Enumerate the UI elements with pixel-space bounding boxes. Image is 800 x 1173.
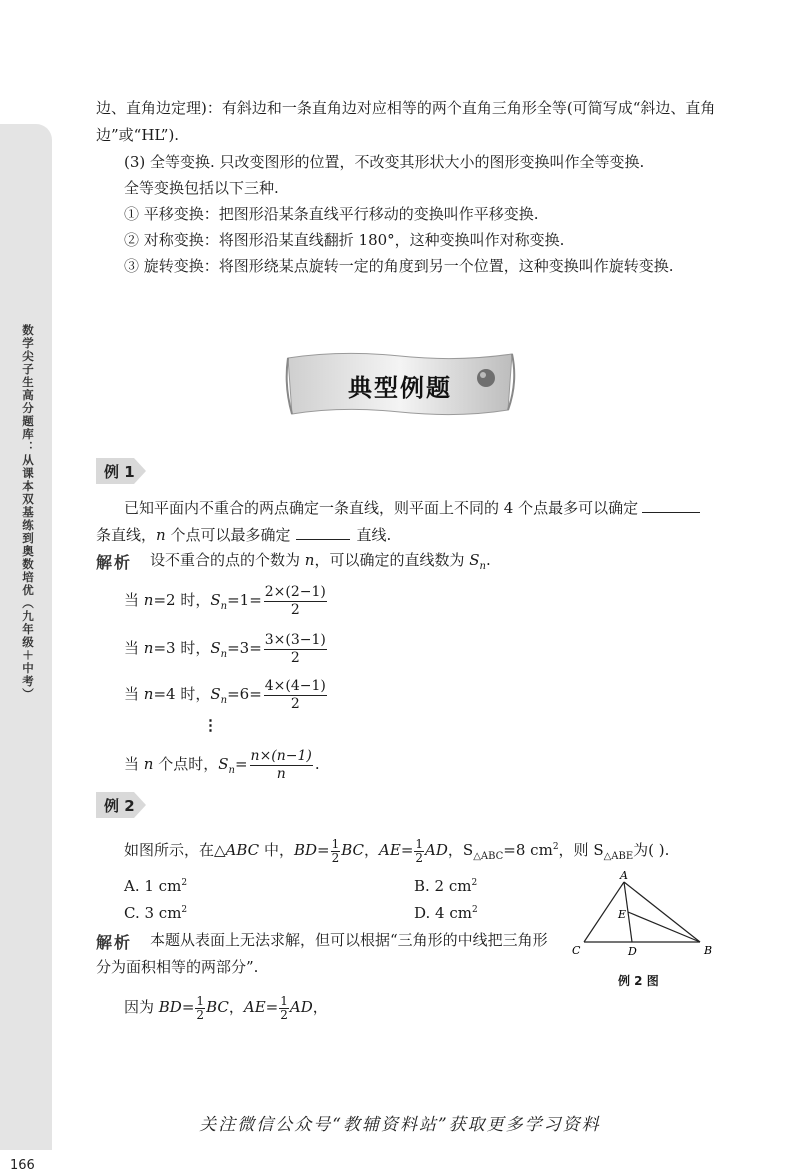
- example-1-solution-label: 解析: [96, 553, 133, 572]
- q-text: 条直线，: [96, 526, 157, 544]
- option-text: A. 1 cm: [124, 877, 182, 895]
- example-1-question-line-1: [124, 496, 700, 518]
- option-c: [124, 900, 187, 923]
- var: BD: [293, 841, 318, 859]
- numerator: 1: [196, 993, 205, 1008]
- var: BC: [206, 998, 229, 1016]
- transform-item-reflection: ② 对称变换：将图形沿某直线翻折 180°，这种变换叫作对称变换.: [124, 231, 565, 249]
- example-2-solution-line-3: [124, 990, 328, 1024]
- var-n: n: [143, 591, 154, 609]
- var: AD: [289, 998, 313, 1016]
- var: BC: [341, 841, 365, 859]
- var-S: S: [210, 591, 221, 609]
- book-title-vertical: 数学尖子生高分题库：从课本双基练到奥数培优（九年级＋中考）: [21, 324, 35, 701]
- case-n-2: [124, 582, 329, 625]
- s-text: =: [181, 998, 195, 1016]
- subscript: △ABE: [603, 851, 634, 862]
- q-text: ，S: [447, 841, 474, 859]
- intro-line-2: 边”或“HL”).: [96, 126, 180, 144]
- q-text: 为( ).: [633, 841, 670, 859]
- denominator: 2: [331, 850, 340, 865]
- var-n: n: [143, 685, 154, 703]
- numerator: 1: [415, 836, 424, 851]
- sub-n: n: [228, 765, 235, 776]
- point-label-c: C: [572, 944, 581, 957]
- superscript: 2: [181, 905, 188, 915]
- c-text: 个点时，: [153, 755, 219, 773]
- c-text: 当: [124, 685, 144, 703]
- footer-note: 关注微信公众号“教辅资料站”获取更多学习资料: [199, 1115, 601, 1135]
- example-1-tag: [96, 458, 146, 484]
- numerator: n×(n−1): [250, 747, 312, 764]
- transform-item-translation: ① 平移变换：把图形沿某条直线平行移动的变换叫作平移变换.: [124, 205, 539, 223]
- denominator: 2: [290, 695, 300, 712]
- var: AD: [425, 841, 448, 859]
- var: AE: [243, 998, 266, 1016]
- s-text: 因为: [124, 998, 159, 1016]
- denominator: n: [276, 765, 286, 782]
- fraction: [250, 748, 313, 783]
- q-text: 个点可以最多确定: [165, 526, 291, 544]
- case-n-4: [124, 676, 329, 719]
- example-2-solution-line-1: 本题从表面上无法求解，但可以根据“三角形的中线把三角形: [150, 931, 548, 949]
- point-label-d: D: [628, 945, 637, 958]
- var: BD: [158, 998, 182, 1016]
- c-text: .: [314, 755, 320, 773]
- c-text: =6=: [227, 685, 262, 703]
- example-1-question-line-2: [96, 523, 391, 545]
- page-number: 166: [10, 1158, 35, 1173]
- superscript: 2: [181, 878, 188, 888]
- var-S: S: [469, 551, 480, 569]
- superscript: 2: [471, 905, 478, 915]
- fraction: [264, 678, 327, 713]
- answer-blank-2: [296, 523, 350, 540]
- sidebar-band: [0, 124, 52, 1173]
- c-text: 当: [124, 639, 144, 657]
- point-label-e: E: [618, 908, 627, 921]
- superscript: 2: [471, 878, 478, 888]
- denominator: 2: [280, 1007, 288, 1022]
- numerator: 1: [280, 993, 288, 1008]
- answer-blank-1: [642, 496, 700, 513]
- triangle-figure: [566, 868, 726, 988]
- vertical-ellipsis: ⋮: [203, 716, 218, 734]
- s-text: ，: [312, 998, 328, 1016]
- fraction: [264, 584, 327, 619]
- var-S: S: [210, 639, 221, 657]
- denominator: 2: [290, 649, 300, 666]
- fraction-half: [331, 838, 341, 865]
- q-text: =8 cm: [503, 841, 553, 859]
- sub-n: n: [220, 695, 228, 706]
- var-n: n: [156, 526, 166, 544]
- example-1-question-text: 已知平面内不重合的两点确定一条直线，则平面上不同的 4 个点最多可以确定: [124, 499, 639, 517]
- section-banner: [282, 350, 518, 418]
- s-text: 设不重合的点的个数为: [150, 551, 305, 569]
- option-text: B. 2 cm: [414, 877, 472, 895]
- example-2-tag: [96, 792, 146, 818]
- superscript: 2: [552, 842, 559, 852]
- numerator: 1: [331, 836, 340, 851]
- option-text: D. 4 cm: [414, 904, 472, 922]
- fraction-half: [195, 995, 205, 1022]
- intro-line-1: 边、直角边定理)：有斜边和一条直角边对应相等的两个直角三角形全等(可简写成“斜边、直角: [96, 99, 716, 117]
- figure-caption: 例 2 图: [618, 974, 659, 988]
- c-text: =3 时，: [153, 639, 211, 657]
- sub-n: n: [479, 561, 486, 572]
- c-text: =4 时，: [153, 685, 211, 703]
- q-text: =: [317, 841, 330, 859]
- s-text: .: [485, 551, 491, 569]
- point-label-b: B: [704, 944, 713, 957]
- numerator: 2×(2−1): [264, 583, 326, 600]
- sub-n: n: [220, 601, 228, 612]
- fraction-half: [279, 995, 289, 1022]
- q-text: 如图所示，在△: [124, 841, 226, 859]
- transform-item-rotation: ③ 旋转变换：将图形绕某点旋转一定的角度到另一个位置，这种变换叫作旋转变换.: [124, 257, 674, 275]
- case-n-3: [124, 630, 329, 673]
- q-text: ，则 S: [558, 841, 604, 859]
- option-b: [414, 873, 477, 896]
- intro-line-4: 全等变换包括以下三种.: [124, 179, 279, 197]
- var-n: n: [143, 639, 154, 657]
- example-2-label: 例 2: [104, 797, 135, 815]
- q-text: =: [400, 841, 414, 859]
- s-text: ，可以确定的直线数为: [314, 551, 470, 569]
- q-text: 中，: [259, 841, 294, 859]
- c-text: =: [234, 755, 248, 773]
- var-S: S: [218, 755, 229, 773]
- point-label-a: A: [620, 869, 628, 882]
- var-S: S: [210, 685, 221, 703]
- c-text: 当: [124, 755, 144, 773]
- numerator: 3×(3−1): [264, 631, 326, 648]
- c-text: 当: [124, 591, 144, 609]
- numerator: 4×(4−1): [264, 677, 326, 694]
- option-a: [124, 873, 187, 896]
- example-1-label: 例 1: [104, 463, 135, 481]
- s-text: =: [265, 998, 279, 1016]
- c-text: =2 时，: [153, 591, 211, 609]
- fraction: [264, 632, 327, 667]
- denominator: 2: [196, 1007, 205, 1022]
- case-general-n: [124, 746, 320, 789]
- sub-n: n: [220, 649, 228, 660]
- c-text: =3=: [227, 639, 262, 657]
- var: AE: [379, 841, 401, 859]
- s-text: ，: [228, 998, 244, 1016]
- denominator: 2: [290, 601, 300, 618]
- denominator: 2: [415, 850, 424, 865]
- intro-line-3: (3) 全等变换. 只改变图形的位置，不改变其形状大小的图形变换叫作全等变换.: [124, 153, 645, 171]
- subscript: △ABC: [473, 851, 504, 862]
- option-d: [414, 900, 478, 923]
- c-text: =1=: [227, 591, 262, 609]
- fraction-half: [414, 838, 424, 865]
- option-text: C. 3 cm: [124, 904, 182, 922]
- var-n: n: [143, 755, 154, 773]
- var: ABC: [225, 841, 260, 859]
- example-2-solution-label: 解析: [96, 933, 133, 952]
- q-text: 直线.: [356, 526, 392, 544]
- q-text: ，: [364, 841, 380, 859]
- example-1-solution-intro: [150, 550, 491, 577]
- banner-title: 典型例题: [348, 374, 452, 402]
- example-2-solution-line-2: 分为面积相等的两部分”.: [96, 958, 259, 976]
- var-n: n: [304, 551, 315, 569]
